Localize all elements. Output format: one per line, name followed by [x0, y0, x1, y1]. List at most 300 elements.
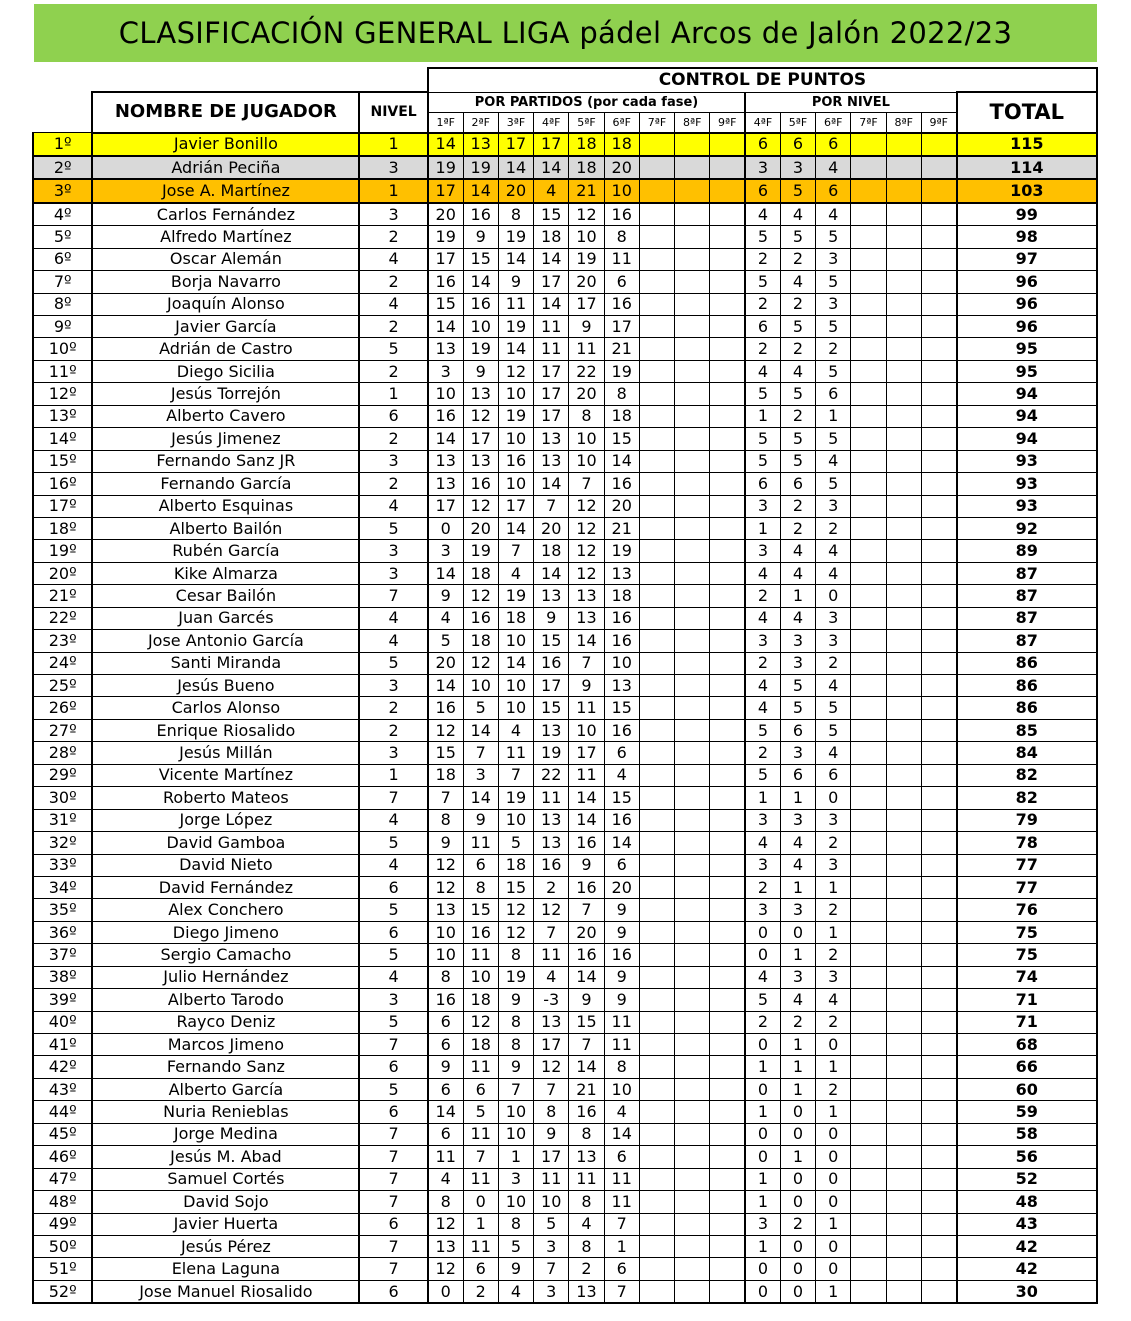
- partido-points-cell: 14: [498, 517, 533, 539]
- nivel-points-cell: 0: [816, 1168, 851, 1190]
- partido-points-cell: 3: [428, 540, 463, 562]
- player-name-cell: Kike Almarza: [92, 562, 359, 584]
- partido-points-cell: [675, 1078, 710, 1100]
- nivel-points-cell: 6: [816, 133, 851, 156]
- table-row: [33, 360, 1097, 382]
- partido-points-cell: 12: [428, 854, 463, 876]
- partido-points-cell: 11: [604, 1011, 639, 1033]
- partido-points-cell: 12: [428, 1258, 463, 1280]
- partido-points-cell: [675, 630, 710, 652]
- nivel-points-cell: [886, 540, 921, 562]
- nivel-points-cell: 6: [816, 179, 851, 202]
- nivel-points-cell: [921, 652, 956, 674]
- position-cell: 11º: [33, 360, 92, 382]
- nivel-points-cell: 3: [745, 809, 780, 831]
- nivel-points-cell: [886, 832, 921, 854]
- partido-points-cell: 14: [498, 338, 533, 360]
- nivel-points-cell: [921, 989, 956, 1011]
- partido-points-cell: [639, 1123, 674, 1145]
- partido-points-cell: 19: [428, 226, 463, 248]
- nivel-points-cell: [851, 203, 886, 226]
- partido-points-cell: 5: [498, 832, 533, 854]
- partido-points-cell: 13: [463, 133, 498, 156]
- nivel-points-cell: [851, 226, 886, 248]
- nivel-points-cell: 2: [780, 1213, 815, 1235]
- nivel-points-cell: [921, 1168, 956, 1190]
- total-cell: 59: [957, 1101, 1097, 1123]
- nivel-points-cell: [921, 1034, 956, 1056]
- partido-points-cell: 9: [498, 989, 533, 1011]
- nivel-points-cell: 4: [816, 450, 851, 472]
- partido-points-cell: [639, 652, 674, 674]
- position-cell: 30º: [33, 787, 92, 809]
- nivel-points-cell: [886, 854, 921, 876]
- partido-points-cell: 12: [569, 495, 604, 517]
- partido-points-cell: [675, 585, 710, 607]
- partido-points-cell: 6: [428, 1123, 463, 1145]
- partido-points-cell: [675, 719, 710, 741]
- nivel-points-cell: 4: [780, 607, 815, 629]
- control-puntos-header: CONTROL DE PUNTOS: [428, 68, 1097, 92]
- player-name-cell: Jesús Torrejón: [92, 383, 359, 405]
- partido-points-cell: 8: [498, 1011, 533, 1033]
- nivel-cell: 6: [359, 876, 428, 898]
- total-cell: 82: [957, 764, 1097, 786]
- partido-points-cell: [639, 1078, 674, 1100]
- partido-points-cell: 6: [463, 1258, 498, 1280]
- nivel-points-cell: 1: [780, 1146, 815, 1168]
- partido-points-cell: 9: [498, 271, 533, 293]
- partido-points-cell: [710, 293, 745, 315]
- partido-points-cell: 0: [428, 517, 463, 539]
- partido-points-cell: 16: [604, 630, 639, 652]
- nivel-points-cell: [851, 1123, 886, 1145]
- partido-points-cell: [675, 517, 710, 539]
- nivel-points-cell: [851, 719, 886, 741]
- partido-points-cell: 8: [428, 1191, 463, 1213]
- nivel-points-cell: 5: [745, 383, 780, 405]
- partido-points-cell: [710, 316, 745, 338]
- partido-points-cell: 20: [534, 517, 569, 539]
- partido-points-cell: [710, 1123, 745, 1145]
- total-cell: 89: [957, 540, 1097, 562]
- partido-points-cell: [639, 989, 674, 1011]
- table-row: [33, 989, 1097, 1011]
- partido-points-cell: [710, 203, 745, 226]
- nivel-points-cell: 1: [745, 1168, 780, 1190]
- nivel-points-cell: 5: [745, 450, 780, 472]
- position-cell: 16º: [33, 473, 92, 495]
- partido-points-cell: 17: [534, 133, 569, 156]
- total-cell: 48: [957, 1191, 1097, 1213]
- partido-points-cell: 16: [604, 473, 639, 495]
- nivel-points-cell: 4: [780, 562, 815, 584]
- partido-points-cell: 14: [498, 156, 533, 179]
- partido-points-cell: 4: [428, 607, 463, 629]
- nivel-points-cell: [851, 944, 886, 966]
- position-cell: 14º: [33, 428, 92, 450]
- nivel-points-cell: 4: [745, 675, 780, 697]
- nivel-points-cell: 0: [816, 787, 851, 809]
- partido-points-cell: 11: [534, 316, 569, 338]
- partido-points-cell: 15: [569, 1011, 604, 1033]
- nivel-points-cell: 2: [816, 1011, 851, 1033]
- partido-points-cell: [639, 787, 674, 809]
- nivel-points-cell: 1: [816, 1056, 851, 1078]
- partido-points-cell: [639, 540, 674, 562]
- nivel-phase-header: 8ªF: [886, 112, 921, 133]
- nivel-cell: 4: [359, 607, 428, 629]
- partido-points-cell: [710, 405, 745, 427]
- position-cell: 9º: [33, 316, 92, 338]
- nivel-points-cell: 0: [816, 1235, 851, 1257]
- nivel-points-cell: [886, 1101, 921, 1123]
- partido-points-cell: 14: [604, 832, 639, 854]
- nivel-points-cell: [921, 1280, 956, 1303]
- nivel-points-cell: 3: [816, 607, 851, 629]
- nivel-points-cell: 5: [816, 271, 851, 293]
- partido-points-cell: 8: [463, 876, 498, 898]
- nivel-points-cell: 1: [780, 1078, 815, 1100]
- partido-points-cell: 8: [428, 966, 463, 988]
- nivel-points-cell: [886, 675, 921, 697]
- player-name-cell: Alex Conchero: [92, 899, 359, 921]
- partido-points-cell: 16: [604, 944, 639, 966]
- partido-points-cell: 11: [463, 1235, 498, 1257]
- nivel-cell: 2: [359, 271, 428, 293]
- partido-points-cell: [710, 630, 745, 652]
- partido-points-cell: [639, 226, 674, 248]
- partido-points-cell: 11: [534, 1168, 569, 1190]
- nivel-points-cell: 3: [780, 630, 815, 652]
- nivel-cell: 7: [359, 1191, 428, 1213]
- total-cell: 78: [957, 832, 1097, 854]
- partido-points-cell: [710, 428, 745, 450]
- nivel-points-cell: 0: [816, 585, 851, 607]
- total-cell: 86: [957, 697, 1097, 719]
- nivel-points-cell: 2: [745, 742, 780, 764]
- partido-points-cell: 16: [569, 1101, 604, 1123]
- nivel-points-cell: 3: [780, 966, 815, 988]
- nivel-points-cell: 2: [816, 338, 851, 360]
- nivel-points-cell: [921, 271, 956, 293]
- nivel-points-cell: [886, 1258, 921, 1280]
- partido-points-cell: 11: [569, 764, 604, 786]
- player-name-cell: Alberto Esquinas: [92, 495, 359, 517]
- partido-points-cell: 17: [534, 1146, 569, 1168]
- partido-points-cell: 11: [463, 1168, 498, 1190]
- nivel-points-cell: [886, 1078, 921, 1100]
- player-name-cell: Alberto Cavero: [92, 405, 359, 427]
- partido-points-cell: 13: [604, 562, 639, 584]
- partido-points-cell: 16: [604, 809, 639, 831]
- nivel-points-cell: 2: [780, 293, 815, 315]
- partido-points-cell: 17: [569, 293, 604, 315]
- player-name-cell: Jesús Pérez: [92, 1235, 359, 1257]
- nivel-points-cell: [886, 764, 921, 786]
- nivel-cell: 7: [359, 1034, 428, 1056]
- nivel-phase-header: 9ªF: [921, 112, 956, 133]
- nivel-points-cell: [886, 876, 921, 898]
- partido-points-cell: 4: [498, 1280, 533, 1303]
- nivel-points-cell: [851, 1213, 886, 1235]
- partido-points-cell: 5: [463, 697, 498, 719]
- nivel-points-cell: [886, 203, 921, 226]
- table-row: [33, 585, 1097, 607]
- nivel-points-cell: 4: [780, 203, 815, 226]
- nivel-points-cell: [851, 338, 886, 360]
- partido-points-cell: [639, 248, 674, 270]
- partido-points-cell: 6: [463, 854, 498, 876]
- partido-points-cell: [639, 944, 674, 966]
- nivel-points-cell: [886, 607, 921, 629]
- nivel-points-cell: 6: [816, 383, 851, 405]
- partido-points-cell: 16: [463, 473, 498, 495]
- partido-points-cell: [675, 876, 710, 898]
- partido-points-cell: 9: [428, 832, 463, 854]
- nivel-points-cell: [851, 675, 886, 697]
- nivel-cell: 5: [359, 517, 428, 539]
- partido-points-cell: 20: [569, 271, 604, 293]
- position-cell: 38º: [33, 966, 92, 988]
- partido-points-cell: 0: [463, 1191, 498, 1213]
- nivel-points-cell: [886, 989, 921, 1011]
- partido-points-cell: 4: [604, 1101, 639, 1123]
- partido-points-cell: [710, 876, 745, 898]
- nivel-points-cell: [851, 652, 886, 674]
- position-cell: 36º: [33, 921, 92, 943]
- partido-points-cell: [639, 1168, 674, 1190]
- nivel-points-cell: 2: [745, 293, 780, 315]
- partido-points-cell: 9: [463, 809, 498, 831]
- partido-points-cell: 19: [498, 966, 533, 988]
- table-row: [33, 271, 1097, 293]
- partido-points-cell: 11: [569, 1168, 604, 1190]
- player-name-cell: Julio Hernández: [92, 966, 359, 988]
- partido-points-cell: [675, 203, 710, 226]
- nivel-cell: 3: [359, 540, 428, 562]
- partido-points-cell: [710, 585, 745, 607]
- nivel-points-cell: [886, 226, 921, 248]
- total-cell: 94: [957, 405, 1097, 427]
- nivel-points-cell: [886, 742, 921, 764]
- nivel-points-cell: [851, 697, 886, 719]
- nivel-points-cell: 2: [780, 517, 815, 539]
- nivel-points-cell: 2: [816, 832, 851, 854]
- partido-points-cell: 17: [534, 360, 569, 382]
- partido-points-cell: 16: [428, 697, 463, 719]
- nivel-points-cell: [921, 179, 956, 202]
- partido-points-cell: 13: [534, 719, 569, 741]
- partido-points-cell: [675, 450, 710, 472]
- player-name-cell: Juan Garcés: [92, 607, 359, 629]
- total-cell: 95: [957, 360, 1097, 382]
- table-row: [33, 1146, 1097, 1168]
- player-name-header: NOMBRE DE JUGADOR: [92, 92, 359, 133]
- nivel-points-cell: [886, 1011, 921, 1033]
- player-name-cell: David Gamboa: [92, 832, 359, 854]
- nivel-points-cell: 1: [745, 517, 780, 539]
- partido-points-cell: 12: [428, 719, 463, 741]
- partido-points-cell: [710, 1146, 745, 1168]
- nivel-points-cell: 4: [816, 540, 851, 562]
- partido-points-cell: [639, 450, 674, 472]
- nivel-points-cell: 5: [780, 675, 815, 697]
- nivel-points-cell: [851, 876, 886, 898]
- nivel-points-cell: 1: [745, 1191, 780, 1213]
- table-header: [33, 68, 1097, 133]
- total-cell: 99: [957, 203, 1097, 226]
- partido-points-cell: [639, 809, 674, 831]
- partido-points-cell: 12: [534, 1056, 569, 1078]
- partido-points-cell: 19: [604, 540, 639, 562]
- nivel-cell: 7: [359, 1123, 428, 1145]
- table-row: [33, 428, 1097, 450]
- nivel-points-cell: 4: [780, 540, 815, 562]
- partido-points-cell: 4: [534, 966, 569, 988]
- partido-points-cell: 17: [534, 405, 569, 427]
- partido-points-cell: 14: [463, 787, 498, 809]
- nivel-points-cell: [921, 360, 956, 382]
- partido-points-cell: 14: [428, 316, 463, 338]
- nivel-points-cell: [886, 1191, 921, 1213]
- nivel-points-cell: 4: [816, 203, 851, 226]
- partido-points-cell: 20: [569, 383, 604, 405]
- nivel-points-cell: 2: [816, 944, 851, 966]
- nivel-points-cell: 0: [780, 1123, 815, 1145]
- player-name-cell: Carlos Fernández: [92, 203, 359, 226]
- partido-points-cell: 0: [428, 1280, 463, 1303]
- partido-points-cell: 9: [463, 226, 498, 248]
- position-cell: 51º: [33, 1258, 92, 1280]
- partido-points-cell: 19: [498, 226, 533, 248]
- partido-points-cell: [710, 742, 745, 764]
- nivel-points-cell: 1: [816, 876, 851, 898]
- nivel-points-cell: [851, 450, 886, 472]
- nivel-points-cell: 2: [816, 517, 851, 539]
- total-cell: 93: [957, 450, 1097, 472]
- partido-points-cell: 13: [569, 1146, 604, 1168]
- partido-points-cell: 13: [428, 338, 463, 360]
- nivel-cell: 7: [359, 585, 428, 607]
- nivel-points-cell: [921, 316, 956, 338]
- standings-table: [32, 67, 1098, 1304]
- nivel-points-cell: 5: [816, 719, 851, 741]
- nivel-points-cell: 3: [745, 899, 780, 921]
- nivel-points-cell: 0: [780, 1168, 815, 1190]
- nivel-points-cell: 0: [780, 1101, 815, 1123]
- nivel-points-cell: [886, 179, 921, 202]
- partido-points-cell: 13: [534, 585, 569, 607]
- partido-points-cell: [639, 360, 674, 382]
- nivel-points-cell: [886, 630, 921, 652]
- nivel-points-cell: [851, 966, 886, 988]
- partido-points-cell: 11: [604, 1034, 639, 1056]
- partido-points-cell: 15: [428, 293, 463, 315]
- nivel-points-cell: 3: [745, 156, 780, 179]
- nivel-points-cell: 3: [816, 966, 851, 988]
- player-name-cell: Rayco Deniz: [92, 1011, 359, 1033]
- partido-points-cell: 9: [569, 675, 604, 697]
- nivel-points-cell: 1: [816, 1280, 851, 1303]
- position-cell: 39º: [33, 989, 92, 1011]
- nivel-points-cell: [886, 338, 921, 360]
- nivel-cell: 2: [359, 473, 428, 495]
- partido-points-cell: [710, 944, 745, 966]
- nivel-points-cell: 4: [816, 156, 851, 179]
- partido-points-cell: 13: [428, 450, 463, 472]
- position-cell: 47º: [33, 1168, 92, 1190]
- partido-points-cell: [710, 179, 745, 202]
- partido-points-cell: [675, 428, 710, 450]
- nivel-cell: 7: [359, 1168, 428, 1190]
- partido-points-cell: 8: [428, 809, 463, 831]
- partido-points-cell: 10: [498, 428, 533, 450]
- partido-points-cell: [639, 316, 674, 338]
- partido-points-cell: [675, 1280, 710, 1303]
- partido-points-cell: 18: [604, 405, 639, 427]
- partido-points-cell: 7: [534, 921, 569, 943]
- partido-points-cell: 9: [534, 607, 569, 629]
- nivel-points-cell: [851, 562, 886, 584]
- position-cell: 45º: [33, 1123, 92, 1145]
- partido-points-cell: 19: [498, 787, 533, 809]
- nivel-points-cell: [851, 854, 886, 876]
- nivel-points-cell: 1: [780, 585, 815, 607]
- partido-points-cell: [675, 540, 710, 562]
- nivel-points-cell: [851, 360, 886, 382]
- player-name-cell: Santi Miranda: [92, 652, 359, 674]
- partido-points-cell: 11: [463, 832, 498, 854]
- partido-points-cell: [675, 248, 710, 270]
- nivel-cell: 2: [359, 316, 428, 338]
- partido-points-cell: [710, 1056, 745, 1078]
- nivel-points-cell: 2: [780, 338, 815, 360]
- nivel-points-cell: [851, 316, 886, 338]
- nivel-points-cell: [921, 787, 956, 809]
- nivel-points-cell: [851, 742, 886, 764]
- partido-points-cell: 11: [463, 944, 498, 966]
- nivel-points-cell: [921, 1213, 956, 1235]
- por-nivel-header: POR NIVEL: [745, 92, 957, 112]
- player-name-cell: Enrique Riosalido: [92, 719, 359, 741]
- nivel-cell: 6: [359, 921, 428, 943]
- partido-points-cell: 10: [569, 226, 604, 248]
- partido-points-cell: 3: [428, 360, 463, 382]
- partido-points-cell: 13: [428, 1235, 463, 1257]
- nivel-points-cell: 5: [816, 697, 851, 719]
- player-name-cell: Adrián Peciña: [92, 156, 359, 179]
- partido-points-cell: 5: [534, 1213, 569, 1235]
- partido-points-cell: 10: [428, 383, 463, 405]
- partido-points-cell: 10: [498, 1101, 533, 1123]
- nivel-points-cell: [886, 921, 921, 943]
- player-name-cell: Adrián de Castro: [92, 338, 359, 360]
- nivel-points-cell: [851, 1191, 886, 1213]
- partido-points-cell: 12: [498, 899, 533, 921]
- partido-points-cell: 18: [463, 630, 498, 652]
- player-name-cell: Javier Huerta: [92, 1213, 359, 1235]
- nivel-points-cell: [921, 1078, 956, 1100]
- nivel-points-cell: 0: [816, 1191, 851, 1213]
- partido-points-cell: 12: [569, 540, 604, 562]
- partido-points-cell: 17: [569, 742, 604, 764]
- nivel-points-cell: [851, 1168, 886, 1190]
- partido-points-cell: 12: [463, 405, 498, 427]
- partido-points-cell: 10: [428, 944, 463, 966]
- position-cell: 12º: [33, 383, 92, 405]
- partido-points-cell: 10: [569, 450, 604, 472]
